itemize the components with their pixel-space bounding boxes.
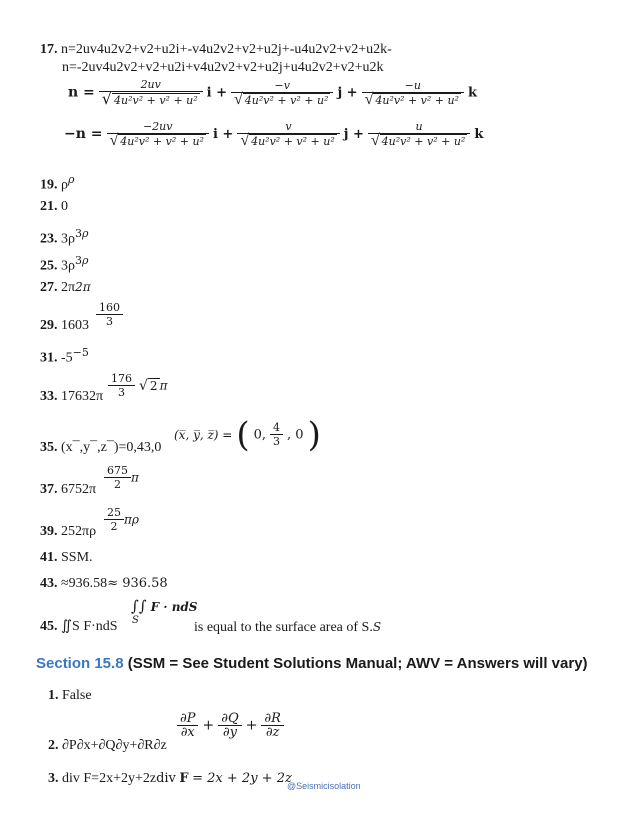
sqrt: √ 2 <box>139 377 158 394</box>
item-number: 39. <box>40 524 58 539</box>
normal-vector-equation <box>68 78 477 108</box>
item-number: 45. <box>40 619 58 634</box>
answer-41 <box>40 550 93 566</box>
answer-17 <box>40 42 392 58</box>
numerator: ∂P <box>180 711 196 726</box>
answer-text: False <box>62 688 92 703</box>
answer-text: 3ρ <box>61 231 75 247</box>
answer-math: 2π <box>75 280 91 294</box>
denominator: 2 <box>104 519 124 534</box>
answer-35 <box>40 440 161 456</box>
math-coefficient: 3 <box>75 254 82 267</box>
numerator: 4 <box>273 421 281 434</box>
fraction-term-2: $\frac{-v}{\text{√ 4u²v² + v² + u²}}$ <box>231 79 333 108</box>
vector-F: F <box>179 771 189 786</box>
answer-2 <box>48 738 167 754</box>
fraction-term-1: $\frac{-2uv}{\text{√ 4u²v² + v² + u²}}$ <box>107 120 209 149</box>
answer-33 <box>40 389 103 405</box>
watermark: @Seismicisolation <box>287 781 361 791</box>
answer-45 <box>40 619 118 635</box>
item-number: 29. <box>40 318 58 333</box>
math-rho: ρ <box>82 254 89 267</box>
answer-31 <box>40 345 89 367</box>
answer-text: (x¯,y¯,z¯)=0,43,0 <box>61 440 162 455</box>
negative-normal-equation <box>64 120 483 149</box>
right-paren: ) <box>307 415 321 455</box>
numerator: 176 <box>111 372 132 385</box>
section-number: Section 15.8 <box>36 655 124 672</box>
answer-text: div F=2x+2y+2z <box>62 771 157 786</box>
denominator: 3 <box>96 314 123 329</box>
tail-math: S <box>372 620 382 634</box>
answer-text: n=2uv4u2v2+v2+u2i+-v4u2v2+v2+u2j+-u4u2v2+v2+u2k- <box>61 42 392 57</box>
answer-19 <box>40 172 74 194</box>
answer-text: 3ρ <box>61 258 75 274</box>
answer-text: 0 <box>61 199 68 214</box>
answer-21 <box>40 199 68 215</box>
item-number: 17. <box>40 42 58 57</box>
tail-text: is equal to the surface area of S. <box>194 620 373 635</box>
answer-text: 1603 <box>61 318 89 333</box>
denominator: ∂y <box>218 725 241 740</box>
numerator: 160 <box>99 301 120 314</box>
unit-j: j + <box>337 85 358 101</box>
answer-37 <box>40 482 96 498</box>
numerator: ∂Q <box>221 711 239 726</box>
math-6752pi <box>104 464 139 492</box>
divergence-formula <box>177 712 284 740</box>
answer-text: 17632π <box>61 389 104 404</box>
pi: π <box>131 470 139 485</box>
answer-27 <box>40 279 91 296</box>
item-number: 35. <box>40 440 58 455</box>
plus: + <box>245 717 258 734</box>
answer-text: ≈936.58 <box>61 576 108 591</box>
unit-k: k <box>468 85 478 101</box>
integrand: F · ndS <box>150 600 198 614</box>
answer-text: 252πρ <box>61 524 97 539</box>
math-coefficient: 3 <box>75 227 82 240</box>
answer-text: ∬S F·ndS <box>61 619 118 634</box>
item-number: 43. <box>40 576 58 591</box>
item-number: 25. <box>40 258 58 274</box>
item-number: 2. <box>48 738 59 753</box>
unit-k: k <box>474 127 484 143</box>
fraction-term-3: $\frac{u}{\text{√ 4u²v² + v² + u²}}$ <box>368 120 470 149</box>
answer-1 <box>48 688 92 704</box>
answer-text: 2π <box>61 280 76 295</box>
centroid-lhs: (x̅, y̅, z̅) = <box>174 428 233 442</box>
surface-integral-math <box>131 597 197 616</box>
item-number: 3. <box>48 771 59 786</box>
lhs: n = <box>68 84 95 101</box>
item-number: 21. <box>40 199 58 214</box>
pi-rho: πρ <box>124 512 139 527</box>
answer-math: ≈ 936.58 <box>107 576 168 591</box>
answer-text: ρ <box>61 177 68 193</box>
pi: π <box>159 378 168 393</box>
left-paren: ( <box>236 415 250 455</box>
math-17632pi <box>108 372 167 400</box>
answer-math: ρ <box>68 173 75 186</box>
double-integral: ∫∫ <box>131 597 147 615</box>
item-number: 41. <box>40 550 58 565</box>
lhs: −n = <box>64 126 103 143</box>
denominator: ∂z <box>261 725 284 740</box>
answer-text: ∂P∂x+∂Q∂y+∂R∂z <box>62 738 167 753</box>
unit-i: i + <box>212 127 234 143</box>
denominator: 2 <box>104 477 131 492</box>
fraction-term-3: $\frac{-u}{\text{√ 4u²v² + v² + u²}}$ <box>362 79 464 108</box>
answer-text: -5 <box>61 350 73 366</box>
item-number: 27. <box>40 280 58 295</box>
section-heading <box>36 655 588 672</box>
answer-3 <box>48 771 292 787</box>
answer-45-tail <box>194 619 381 636</box>
numerator: 25 <box>107 506 121 519</box>
unit-i: i + <box>206 85 228 101</box>
centroid-math <box>174 415 321 455</box>
item-number: 33. <box>40 389 58 404</box>
answer-text: 6752π <box>61 482 97 497</box>
answer-25 <box>40 253 88 275</box>
math-252pirho <box>104 506 139 534</box>
item-number: 19. <box>40 177 58 193</box>
denominator: ∂x <box>177 725 198 740</box>
item-number: 1. <box>48 688 59 703</box>
fraction-160-3 <box>96 301 123 329</box>
fraction-term-2: $\frac{v}{\text{√ 4u²v² + v² + u²}}$ <box>237 120 339 149</box>
unit-j: j + <box>343 127 364 143</box>
answer-23 <box>40 226 88 248</box>
item-number: 37. <box>40 482 58 497</box>
answer-39 <box>40 524 96 540</box>
answer-43 <box>40 576 168 592</box>
math-rho: ρ <box>82 227 89 240</box>
item-number: 23. <box>40 231 58 247</box>
numerator: ∂R <box>264 711 281 726</box>
numerator: 675 <box>107 464 128 477</box>
answer-17-line2: n=-2uv4u2v2+v2+u2i+v4u2v2+v2+u2j+u4u2v2+v2+u2k <box>62 60 384 75</box>
denominator: 3 <box>108 385 135 400</box>
item-number: 31. <box>40 350 58 366</box>
answer-29 <box>40 318 89 334</box>
denominator: 3 <box>270 434 283 449</box>
answer-math: −5 <box>72 346 89 359</box>
coord-z: , 0 <box>287 427 304 443</box>
div-result: = 2x + 2y + 2z <box>192 771 292 786</box>
coord-x: 0, <box>253 427 267 443</box>
div-operator: div <box>156 771 176 786</box>
section-legend: (SSM = See Student Solutions Manual; AWV = Answers will vary) <box>127 655 588 672</box>
answer-text: SSM. <box>61 550 93 565</box>
plus: + <box>202 717 215 734</box>
fraction-term-1: $\frac{2uv}{\text{√ 4u²v² + v² + u²}}$ <box>99 78 203 108</box>
integral-subscript: S <box>132 615 139 626</box>
